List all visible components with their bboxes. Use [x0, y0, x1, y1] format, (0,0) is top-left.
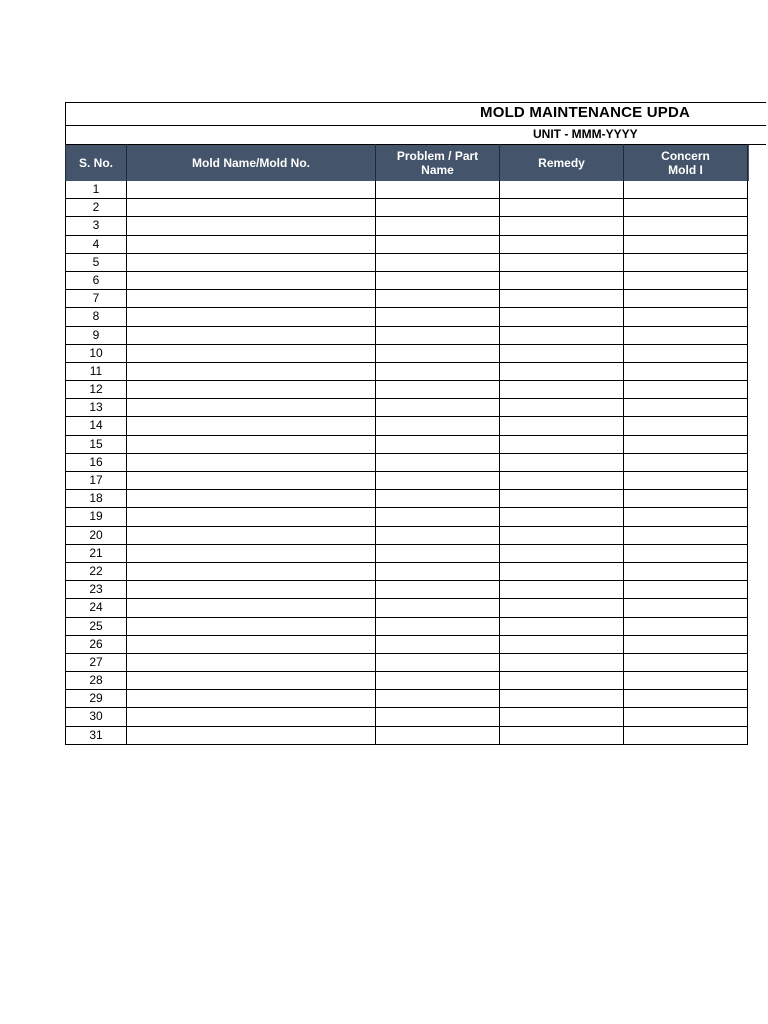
- table-cell[interactable]: [127, 399, 376, 417]
- serial-number-cell[interactable]: 26: [65, 636, 127, 654]
- table-cell[interactable]: [624, 490, 748, 508]
- table-cell[interactable]: [500, 508, 624, 526]
- table-row: [65, 236, 765, 254]
- table-cell[interactable]: [376, 472, 500, 490]
- serial-number-cell[interactable]: 9: [65, 327, 127, 345]
- table-cell[interactable]: [500, 381, 624, 399]
- table-cell[interactable]: [376, 490, 500, 508]
- table-row: [65, 508, 765, 526]
- table-row: [65, 490, 765, 508]
- table-cell[interactable]: [624, 454, 748, 472]
- table-row: [65, 654, 765, 672]
- table-row: [65, 581, 765, 599]
- table-cell[interactable]: [500, 490, 624, 508]
- table-cell[interactable]: [127, 436, 376, 454]
- table-cell[interactable]: [127, 345, 376, 363]
- table-cell[interactable]: [624, 599, 748, 617]
- table-cell[interactable]: [500, 181, 624, 199]
- table-cell[interactable]: [376, 345, 500, 363]
- table-cell[interactable]: [127, 327, 376, 345]
- serial-number-cell[interactable]: 6: [65, 272, 127, 290]
- serial-number-cell[interactable]: 11: [65, 363, 127, 381]
- serial-number-cell[interactable]: 23: [65, 581, 127, 599]
- table-cell[interactable]: [376, 636, 500, 654]
- serial-number-cell[interactable]: 12: [65, 381, 127, 399]
- table-cell[interactable]: [127, 381, 376, 399]
- table-cell[interactable]: [127, 654, 376, 672]
- serial-number-cell[interactable]: 31: [65, 727, 127, 745]
- table-cell[interactable]: [376, 290, 500, 308]
- table-row: [65, 599, 765, 617]
- header-problem-part: [376, 144, 500, 181]
- table-cell[interactable]: [127, 454, 376, 472]
- serial-number-cell[interactable]: 3: [65, 217, 127, 235]
- table-cell[interactable]: [500, 217, 624, 235]
- table-row: [65, 181, 765, 199]
- serial-number-cell[interactable]: 22: [65, 563, 127, 581]
- table-cell[interactable]: [624, 236, 748, 254]
- table-cell[interactable]: [624, 254, 748, 272]
- table-cell[interactable]: [624, 727, 748, 745]
- table-cell[interactable]: [376, 327, 500, 345]
- table-cell[interactable]: [624, 327, 748, 345]
- table-row: [65, 708, 765, 726]
- table-cell[interactable]: [376, 217, 500, 235]
- table-row: [65, 308, 765, 326]
- serial-number-cell[interactable]: 16: [65, 454, 127, 472]
- table-cell[interactable]: [376, 363, 500, 381]
- table-cell[interactable]: [624, 618, 748, 636]
- table-clip-region: [65, 102, 710, 745]
- table-row: [65, 454, 765, 472]
- serial-number-cell[interactable]: 14: [65, 417, 127, 435]
- table-cell[interactable]: [500, 672, 624, 690]
- table-cell[interactable]: [624, 527, 748, 545]
- table-row: [65, 327, 765, 345]
- table-cell[interactable]: [624, 581, 748, 599]
- table-cell[interactable]: [624, 399, 748, 417]
- table-row: [65, 363, 765, 381]
- table-cell[interactable]: [500, 308, 624, 326]
- table-cell[interactable]: [127, 308, 376, 326]
- table-cell[interactable]: [624, 672, 748, 690]
- table-cell[interactable]: [127, 217, 376, 235]
- table-cell[interactable]: [127, 363, 376, 381]
- serial-number-cell[interactable]: 29: [65, 690, 127, 708]
- table-cell[interactable]: [127, 181, 376, 199]
- table-cell[interactable]: [376, 581, 500, 599]
- table-cell[interactable]: [376, 508, 500, 526]
- table-cell[interactable]: [624, 654, 748, 672]
- serial-number-cell[interactable]: 1: [65, 181, 127, 199]
- table-cell[interactable]: [624, 690, 748, 708]
- table-cell[interactable]: [376, 618, 500, 636]
- table-cell[interactable]: [127, 599, 376, 617]
- serial-number-cell[interactable]: 25: [65, 618, 127, 636]
- table-cell[interactable]: [500, 618, 624, 636]
- table-cell[interactable]: [500, 236, 624, 254]
- table-cell[interactable]: [500, 327, 624, 345]
- table-cell[interactable]: [376, 454, 500, 472]
- header-concern-line1: Concern: [661, 148, 710, 163]
- table-cell[interactable]: [624, 217, 748, 235]
- table-cell[interactable]: [624, 199, 748, 217]
- table-cell[interactable]: [127, 290, 376, 308]
- table-cell[interactable]: [127, 727, 376, 745]
- table-cell[interactable]: [376, 599, 500, 617]
- table-cell[interactable]: [127, 472, 376, 490]
- table-cell[interactable]: [624, 563, 748, 581]
- serial-number-cell[interactable]: 15: [65, 436, 127, 454]
- serial-number-cell[interactable]: 28: [65, 672, 127, 690]
- table-cell[interactable]: [376, 417, 500, 435]
- serial-number-cell[interactable]: 13: [65, 399, 127, 417]
- unit-row: [65, 125, 766, 145]
- serial-number-cell[interactable]: 18: [65, 490, 127, 508]
- table-cell[interactable]: [376, 690, 500, 708]
- table-row: [65, 472, 765, 490]
- serial-number-cell[interactable]: 20: [65, 527, 127, 545]
- table-cell[interactable]: [127, 236, 376, 254]
- table-cell[interactable]: [376, 199, 500, 217]
- table-row: [65, 545, 765, 563]
- header-concern: [624, 144, 748, 181]
- table-row: [65, 272, 765, 290]
- table-cell[interactable]: [127, 636, 376, 654]
- table-cell[interactable]: [500, 654, 624, 672]
- table-cell[interactable]: [376, 708, 500, 726]
- table-cell[interactable]: [127, 490, 376, 508]
- table-row: [65, 636, 765, 654]
- serial-number-cell[interactable]: 21: [65, 545, 127, 563]
- table-cell[interactable]: [624, 381, 748, 399]
- header-problem-part-line2: Name: [421, 162, 454, 177]
- table-cell[interactable]: [624, 363, 748, 381]
- table-cell[interactable]: [624, 636, 748, 654]
- table-cell[interactable]: [500, 599, 624, 617]
- header-concern-line2: Mold I: [668, 162, 703, 177]
- table-cell[interactable]: [127, 708, 376, 726]
- table-row: [65, 290, 765, 308]
- table-cell[interactable]: [127, 563, 376, 581]
- serial-number-cell[interactable]: 8: [65, 308, 127, 326]
- table-cell[interactable]: [376, 527, 500, 545]
- table-cell[interactable]: [624, 308, 748, 326]
- table-cell[interactable]: [500, 708, 624, 726]
- table-cell[interactable]: [500, 199, 624, 217]
- table-cell[interactable]: [127, 672, 376, 690]
- document-title: MOLD MAINTENANCE UPDA: [480, 104, 691, 121]
- table-cell[interactable]: [624, 708, 748, 726]
- table-cell[interactable]: [624, 472, 748, 490]
- table-cell[interactable]: [624, 545, 748, 563]
- table-cell[interactable]: [376, 181, 500, 199]
- table-row: [65, 727, 765, 745]
- table-cell[interactable]: [624, 436, 748, 454]
- table-cell[interactable]: [500, 345, 624, 363]
- table-cell[interactable]: [500, 436, 624, 454]
- table-cell[interactable]: [500, 472, 624, 490]
- table-row: [65, 217, 765, 235]
- table-cell[interactable]: [127, 199, 376, 217]
- serial-number-cell[interactable]: 2: [65, 199, 127, 217]
- table-cell[interactable]: [500, 545, 624, 563]
- table-cell[interactable]: [376, 436, 500, 454]
- table-cell[interactable]: [500, 254, 624, 272]
- table-cell[interactable]: [376, 727, 500, 745]
- header-mold-name: [127, 144, 376, 181]
- table-row: [65, 345, 765, 363]
- serial-number-cell[interactable]: 24: [65, 599, 127, 617]
- table-row: [65, 199, 765, 217]
- table-cell[interactable]: [127, 581, 376, 599]
- title-row: [65, 102, 766, 126]
- table-cell[interactable]: [624, 272, 748, 290]
- serial-number-cell[interactable]: 19: [65, 508, 127, 526]
- table-cell[interactable]: [127, 254, 376, 272]
- table-cell[interactable]: [500, 399, 624, 417]
- header-sno: [65, 144, 127, 181]
- table-row: [65, 254, 765, 272]
- header-problem-part-line1: Problem / Part: [396, 148, 479, 163]
- table-cell[interactable]: [500, 563, 624, 581]
- serial-number-cell[interactable]: 5: [65, 254, 127, 272]
- header-remedy: [500, 144, 624, 181]
- table-cell[interactable]: [500, 527, 624, 545]
- table-cell[interactable]: [500, 290, 624, 308]
- table-cell[interactable]: [624, 508, 748, 526]
- table-cell[interactable]: [500, 272, 624, 290]
- table-cell[interactable]: [376, 381, 500, 399]
- table-cell[interactable]: [624, 290, 748, 308]
- table-cell[interactable]: [376, 672, 500, 690]
- table-row: [65, 618, 765, 636]
- table-cell[interactable]: [127, 690, 376, 708]
- table-cell[interactable]: [376, 399, 500, 417]
- table-cell[interactable]: [376, 236, 500, 254]
- table-cell[interactable]: [127, 527, 376, 545]
- serial-number-cell[interactable]: 4: [65, 236, 127, 254]
- table-body: [65, 181, 765, 745]
- table-cell[interactable]: [127, 508, 376, 526]
- table-cell[interactable]: [500, 727, 624, 745]
- table-cell[interactable]: [500, 417, 624, 435]
- table-row: [65, 381, 765, 399]
- table-row: [65, 563, 765, 581]
- table-cell[interactable]: [127, 272, 376, 290]
- table-cell[interactable]: [500, 581, 624, 599]
- table-cell[interactable]: [624, 417, 748, 435]
- table-cell[interactable]: [376, 654, 500, 672]
- serial-number-cell[interactable]: 17: [65, 472, 127, 490]
- table-row: [65, 417, 765, 435]
- table-cell[interactable]: [500, 690, 624, 708]
- header-mold-name-label: Mold Name/Mold No.: [192, 155, 310, 170]
- table-row: [65, 527, 765, 545]
- table-cell[interactable]: [376, 545, 500, 563]
- table-cell[interactable]: [376, 272, 500, 290]
- unit-label: UNIT - MMM-YYYY: [533, 127, 638, 141]
- header-sno-label: S. No.: [78, 155, 113, 170]
- table-cell[interactable]: [376, 308, 500, 326]
- serial-number-cell[interactable]: 7: [65, 290, 127, 308]
- serial-number-cell[interactable]: 30: [65, 708, 127, 726]
- table-cell[interactable]: [500, 636, 624, 654]
- table-cell[interactable]: [127, 417, 376, 435]
- header-remedy-label: Remedy: [538, 155, 585, 170]
- table-row: [65, 399, 765, 417]
- table-cell[interactable]: [376, 563, 500, 581]
- table-cell[interactable]: [624, 345, 748, 363]
- table-cell[interactable]: [500, 454, 624, 472]
- table-cell[interactable]: [624, 181, 748, 199]
- serial-number-cell[interactable]: 10: [65, 345, 127, 363]
- table-row: [65, 690, 765, 708]
- table-row: [65, 436, 765, 454]
- table-cell[interactable]: [127, 545, 376, 563]
- table-cell[interactable]: [376, 254, 500, 272]
- serial-number-cell[interactable]: 27: [65, 654, 127, 672]
- table-cell[interactable]: [127, 618, 376, 636]
- table-row: [65, 672, 765, 690]
- table-cell[interactable]: [500, 363, 624, 381]
